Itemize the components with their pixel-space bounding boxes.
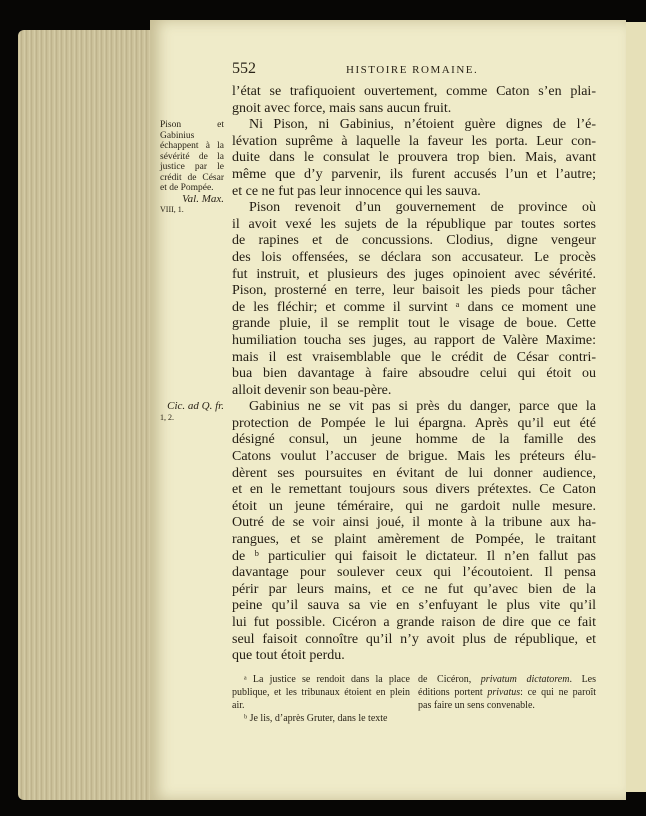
text-line: peine qu’il sauva sa vie en s’enfuyant le plus vite qu’il (232, 598, 596, 614)
footnotes-right (418, 673, 596, 712)
text-line: de les fléchir; et comme il survint ᵃ dans ce moment une (232, 299, 596, 315)
text-line: fut instruit, et plusieurs des juges opinoient avec sévérité. (232, 266, 596, 282)
text-line: gnoit avec force, mais sans aucun fruit. (232, 100, 452, 116)
margin-note-text: Pison et Gabinius échappent à la sévérité de la justice par le crédit de César et de Pompée. (160, 120, 224, 193)
text-line: que tout étoit perdu. (232, 648, 345, 664)
text-line: lui fut possible. Cicéron a grande raison de dire que ce fait (232, 615, 596, 630)
text-line: de ᵇ particulier qui faisoit le dictateur. Il n’en fallut pas (232, 548, 596, 564)
text-line: davantage pour soulever ceux qui l’écoutoient. Il pensa (232, 565, 596, 581)
text-line: mais il est vraisemblable que le crédit de César contri- (232, 349, 596, 365)
text-line: et ce ne fut pas leur innocence qui les sauva. (232, 183, 481, 199)
text-line: Outré de se voir ainsi joué, il monte à la tribune aux ha- (232, 515, 596, 531)
text-line: protection de Pompée le lui épargna. Après qu’il eut été (232, 415, 596, 431)
footnote-a: ᵃ La justice se rendoit dans la place publique, et les tribunaux étoient en plein air. (232, 674, 410, 711)
text-line: duite dans le consulat le prouvera trop bien. Mais, avant (232, 150, 596, 166)
footnote-b-start: ᵇ Je lis, d’après Gruter, dans le texte (244, 713, 388, 724)
text-line: Catons voulut l’accuser de brigue. Mais les préteurs élu- (232, 449, 596, 465)
text-line: périr par leurs mains, et ce ne fut qu’avec bien de la (232, 581, 596, 597)
text-line: même que d’y parvenir, ils furent accusés l’un et l’autre; (232, 166, 596, 182)
footnotes-left (232, 673, 410, 725)
text-line: des lois offensées, se déclara son accusateur. Le procès (232, 249, 596, 265)
text-line: et en le remettant toujours sous divers prétextes. Ce Caton (232, 482, 596, 498)
margin-note-ref: Cic. ad Q. fr. (167, 400, 224, 412)
margin-note-ref2: 1, 2. (160, 412, 174, 422)
text-line: Ni Pison, ni Gabinius, n’étoient guère dignes de l’é- (249, 117, 596, 133)
text-line: alloit devenir son beau-père. (232, 382, 392, 398)
text-line: Gabinius ne se vit pas si près du danger, parce que la (249, 399, 596, 415)
text-line: grande pluie, il se remplit tout le visage de boue. Cette (232, 316, 596, 332)
page-number: 552 (232, 60, 256, 77)
text-line: il avoit vexé les sujets de la république par toutes sortes (232, 216, 596, 232)
margin-note-pison (160, 120, 224, 216)
text-line: Pison revenoit d’un gouvernement de province où (249, 200, 596, 216)
text-line: humiliation toucha ses juges, au rapport de Valère Maxime: (232, 332, 596, 348)
text-line: dèrent ses poursuites en évitant de lui donner audience, (232, 465, 596, 481)
body-text (232, 84, 596, 665)
margin-note-cicero (160, 401, 224, 423)
text-line: étoit un jeune téméraire, qui ne gardoit nulle mesure. (232, 498, 596, 514)
text-line: lévation suprême à laquelle la faveur les porta. Leur con- (232, 133, 596, 149)
footnote-b-continued: de Cicéron, privatum dictatorem. Les éditions portent privatus: ce qui ne paroît pas faire un sens convenable. (418, 674, 597, 711)
text-line: désigné consul, un jeune homme de la famille des (232, 432, 596, 448)
text-line: seul faisoit connoître qu’il n’y avoit plus de république, et (232, 631, 596, 647)
running-title: HISTOIRE ROMAINE. (346, 64, 479, 76)
facing-page-edge (626, 22, 646, 792)
text-line: l’état se trafiquoient ouvertement, comme Caton s’en plai- (232, 84, 596, 99)
book-page-edges (18, 30, 153, 800)
margin-note-ref2: VIII, 1. (160, 205, 184, 214)
text-line: rangues, et se plaint amèrement de Pompée, le traitant (232, 532, 596, 548)
text-line: Pison, prosterné en terre, leur baisoit les pieds pour tâcher (232, 283, 596, 299)
text-line: bua bien davantage à faire absoudre celui qui étoit ou (232, 366, 596, 382)
margin-note-ref: Val. Max. (182, 192, 224, 205)
text-line: de rapines et de concussions. Clodius, digne vengeur (232, 233, 596, 249)
